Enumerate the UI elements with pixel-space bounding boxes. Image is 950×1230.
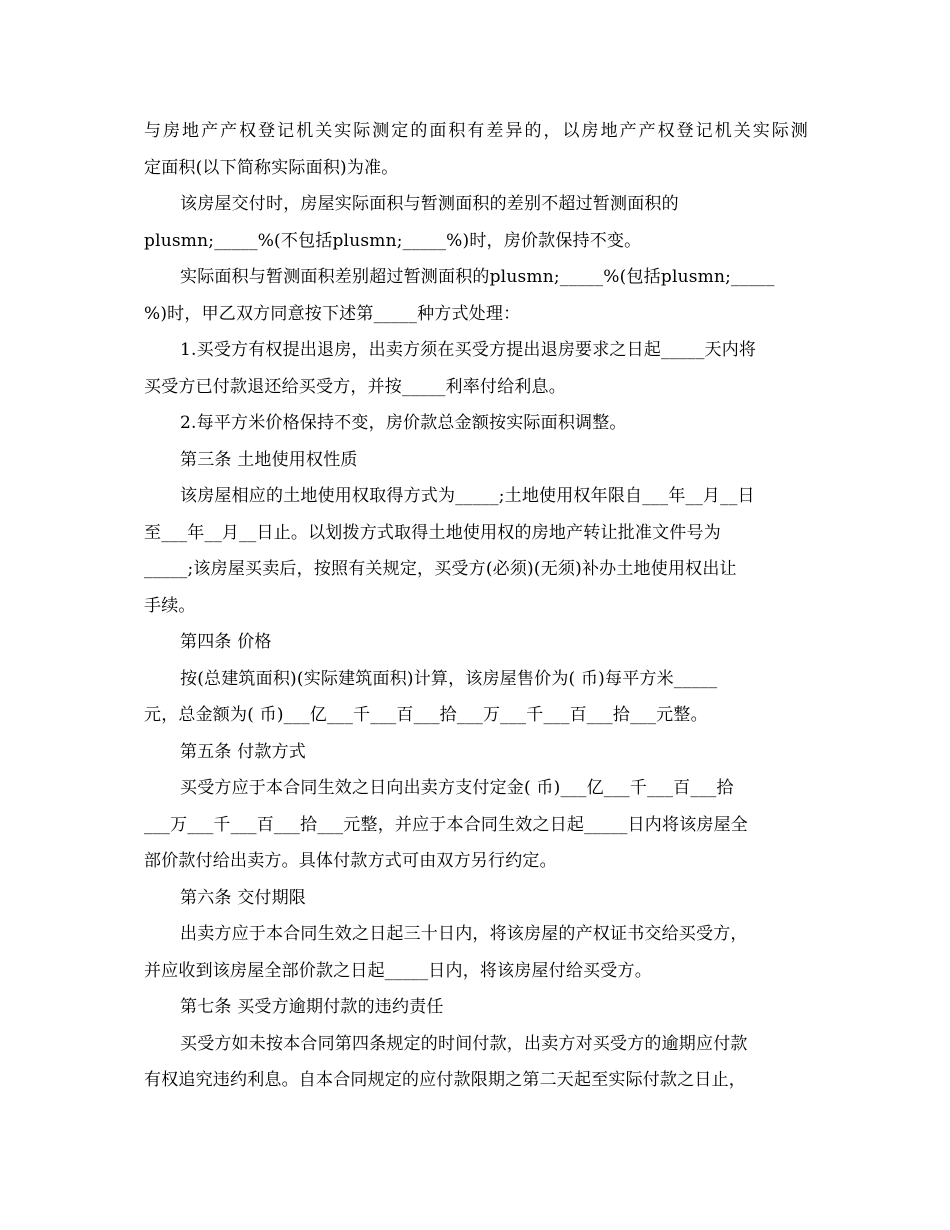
paragraph-line: 2.每平方米价格保持不变，房价款总金额按实际面积调整。 xyxy=(180,413,627,433)
paragraph-line: 并应收到该房屋全部价款之日起_____日内，将该房屋付给买受方。 xyxy=(144,960,652,981)
contract-body xyxy=(144,113,808,1099)
paragraph-line: 按(总建筑面积)(实际建筑面积)计算，该房屋售价为( 币)每平方米_____ xyxy=(180,668,718,689)
paragraph-line: _____;该房屋买卖后，按照有关规定，买受方(必须)(无须)补办土地使用权出让 xyxy=(144,559,737,579)
paragraph-line: 元，总金额为( 币)___亿___千___百___拾___万___千___百___拾___元整。 xyxy=(144,705,708,725)
paragraph-line: 实际面积与暂测面积差别超过暂测面积的plusmn;_____%(包括plusmn;_____ xyxy=(180,267,775,287)
paragraph-line: 买受方应于本合同生效之日向出卖方支付定金( 币)___亿___千___百___拾 xyxy=(180,778,734,798)
paragraph-line: 部价款付给出卖方。具体付款方式可由双方另行约定。 xyxy=(144,851,557,871)
section-heading: 第六条 交付期限 xyxy=(180,887,307,908)
section-heading: 第五条 付款方式 xyxy=(180,741,307,762)
paragraph-line: 手续。 xyxy=(144,595,196,616)
paragraph-line: 买受方已付款退还给买受方，并按_____利率付给利息。 xyxy=(144,376,566,397)
paragraph-line: 买受方如未按本合同第四条规定的时间付款，出卖方对买受方的逾期应付款 xyxy=(180,1033,748,1054)
paragraph-line: 与房地产产权登记机关实际测定的面积有差异的，以房地产产权登记机关实际测 xyxy=(144,121,808,141)
section-heading: 第四条 价格 xyxy=(180,632,272,652)
paragraph-line: 该房屋交付时，房屋实际面积与暂测面积的差别不超过暂测面积的 xyxy=(180,194,679,214)
paragraph-line: 至___年__月__日止。以划拨方式取得土地使用权的房地产转让批准文件号为 xyxy=(144,522,721,543)
paragraph-line: 出卖方应于本合同生效之日起三十日内，将该房屋的产权证书交给买受方， xyxy=(180,924,748,944)
paragraph-line: %)时，甲乙双方同意按下述第_____种方式处理： xyxy=(144,303,521,324)
paragraph-line: 有权追究违约利息。自本合同规定的应付款限期之第二天起至实际付款之日止， xyxy=(144,1070,746,1090)
paragraph-line: 定面积(以下简称实际面积)为准。 xyxy=(144,157,399,178)
paragraph-line: ___万___千___百___拾___元整，并应于本合同生效之日起_____日内将该房屋全 xyxy=(144,814,748,835)
section-heading: 第三条 土地使用权性质 xyxy=(180,449,358,470)
paragraph-line: 该房屋相应的土地使用权取得方式为_____;土地使用权年限自___年__月__日 xyxy=(180,486,755,506)
paragraph-line: 1.买受方有权提出退房，出卖方须在买受方提出退房要求之日起_____天内将 xyxy=(180,340,757,360)
section-heading: 第七条 买受方逾期付款的违约责任 xyxy=(180,997,444,1017)
paragraph-line: plusmn;_____%(不包括plusmn;_____%)时，房价款保持不变。 xyxy=(144,230,642,251)
